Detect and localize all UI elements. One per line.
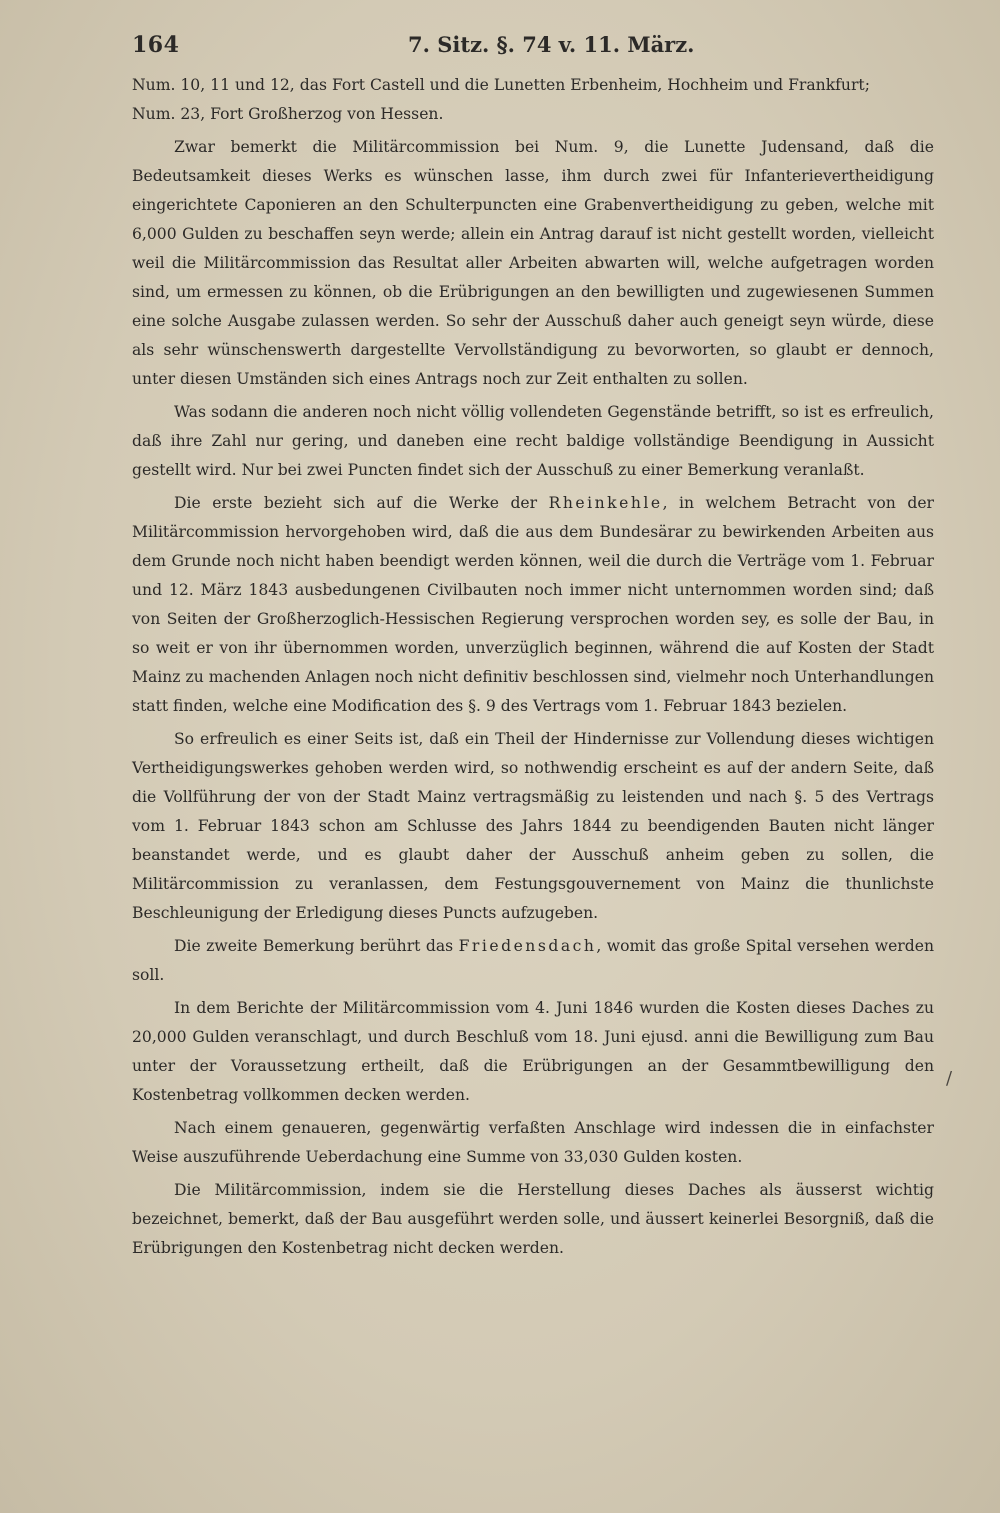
paragraph-mainz-buildings: So erfreulich es einer Seits ist, daß ein Theil der Hindernisse zur Vollendung dieses wichtigen Vertheidigungswerkes gehoben werden wird, so nothwendig erscheint es auf der andern Seite, daß die Vollführung der von der Stadt Mainz vertragsmäßig zu leistenden und nach §. 5 des Vertrags vom 1. Februar 1843 schon am Schlusse des Jahrs 1844 zu beendigenden Bauten nicht länger beanstandet werde, und es glaubt daher der Ausschuß anheim geben zu sollen, die Militärcommission zu veranlassen, dem Festungsgouvernement von Mainz die thunlichste Beschleunigung der Erledigung dieses Puncts aufzugeben.	[132, 730, 934, 922]
paragraph-friedensdach-rest: , womit das große Spital versehen werden soll.	[132, 937, 935, 984]
paragraph-unfinished-objects: Was sodann die anderen noch nicht völlig vollendeten Gegenstände betrifft, so ist es erfreulich, daß ihre Zahl nur gering, und daneben eine recht baldige vollständige Beendigung in Aussicht gestellt wird. Nur bei zwei Puncten findet sich der Ausschuß zu einer Bemerkung veranlaßt.	[132, 403, 934, 479]
paragraph-new-estimate: Nach einem genaueren, gegenwärtig verfaßten Anschlage wird indessen die in einfachster Weise auszuführende Ueberdachung eine Summe von 33,030 Gulden kosten.	[132, 1119, 934, 1166]
term-friedensdach: Friedensdach	[458, 937, 597, 955]
body-text	[132, 71, 934, 1263]
paragraph-judensand: Zwar bemerkt die Militärcommission bei Num. 9, die Lunette Judensand, daß die Bedeutsamkeit dieses Werks es wünschen lasse, ihm durch zwei für Infanterievertheidigung eingerichtete Caponieren an den Schulterpuncten eine Grabenvertheidigung zu geben, welche mit 6,000 Gulden zu beschaffen seyn werde; allein ein Antrag darauf ist nicht gestellt worden, vielleicht weil die Militärcommission das Resultat aller Arbeiten abwarten will, welche aufgetragen worden sind, um ermessen zu können, ob die Erübrigungen an den bewilligten und zugewiesenen Summen eine solche Ausgabe zulassen werden. So sehr der Ausschuß daher auch geneigt seyn würde, diese als sehr wünschenswerth dargestellte Vervollständigung zu bevorworten, so glaubt er dennoch, unter diesen Umständen sich eines Antrags noch zur Zeit enthalten zu sollen.	[132, 138, 934, 388]
page-number: 164	[132, 32, 180, 58]
running-title: 7. Sitz. §. 74 v. 11. März.	[408, 32, 695, 57]
paragraph-rheinkehle	[132, 489, 934, 721]
list-entry-num-23: Num. 23, Fort Großherzog von Hessen.	[132, 105, 444, 123]
paragraph-rheinkehle-lead: Die erste bezieht sich auf die Werke der	[174, 494, 549, 512]
term-rheinkehle: Rheinkehle	[548, 494, 663, 512]
running-head	[132, 32, 934, 66]
paragraph-friedensdach	[132, 932, 934, 990]
paragraph-cost-report: In dem Berichte der Militärcommission vom 4. Juni 1846 wurden die Kosten dieses Daches zu 20,000 Gulden veranschlagt, und durch Beschluß vom 18. Juni ejusd. anni die Bewilligung zum Bau unter der Voraussetzung ertheilt, daß die Erübrigungen an der Gesammtbewilligung den Kostenbetrag vollkommen decken werden.	[132, 999, 934, 1104]
paragraph-friedensdach-lead: Die zweite Bemerkung berührt das	[174, 937, 459, 955]
margin-mark: /	[946, 1068, 953, 1089]
paragraph-commission-view: Die Militärcommission, indem sie die Herstellung dieses Daches als äusserst wichtig bezeichnet, bemerkt, daß der Bau ausgeführt werden solle, und äussert keinerlei Besorgniß, daß die Erübrigungen den Kostenbetrag nicht decken werden.	[132, 1181, 934, 1257]
list-entry-num-10-12: Num. 10, 11 und 12, das Fort Castell und die Lunetten Erbenheim, Hochheim und Frankfurt;	[132, 76, 870, 94]
paragraph-rheinkehle-rest: , in welchem Betracht von der Militärcommission hervorgehoben wird, daß die aus dem Bundesärar zu bewirkenden Arbeiten aus dem Grunde noch nicht haben beendigt werden können, weil die durch die Verträge vom 1. Februar und 12. März 1843 ausbedungenen Civilbauten noch immer nicht unternommen worden sind; daß von Seiten der Großherzoglich-Hessischen Regierung versprochen worden sey, es solle der Bau, in so weit er von ihr übernommen worden, unverzüglich beginnen, während die auf Kosten der Stadt Mainz zu machenden Anlagen noch nicht definitiv beschlossen sind, vielmehr noch Unterhandlungen statt finden, welche eine Modification des §. 9 des Vertrags vom 1. Februar 1843 bezielen.	[132, 494, 935, 715]
